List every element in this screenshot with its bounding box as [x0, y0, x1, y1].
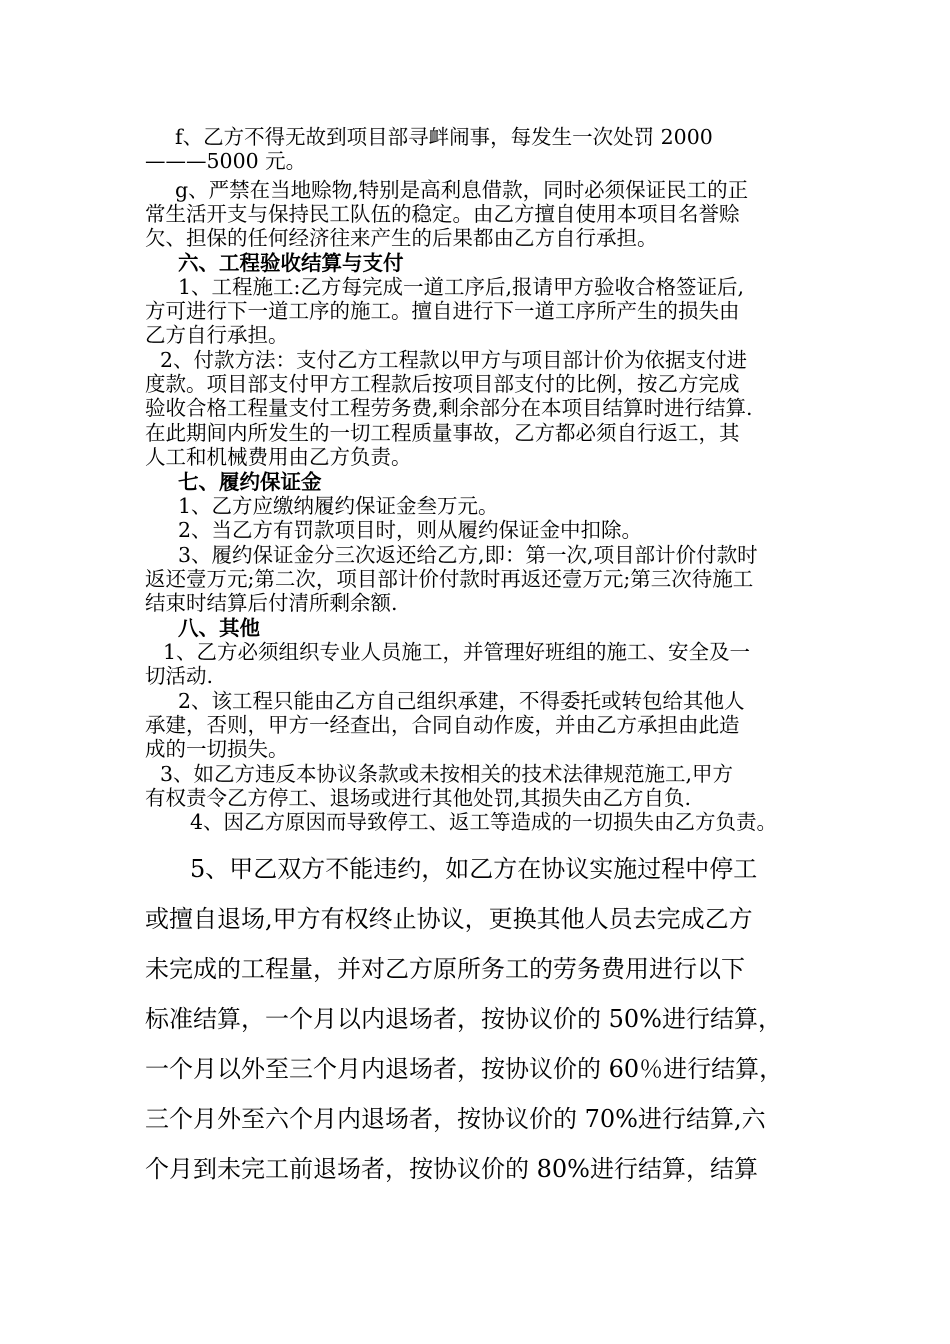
section-eight-item-3-line-1: 3、如乙方违反本协议条款或未按相关的技术法律规范施工,甲方 [160, 762, 734, 786]
section-six-item-2-line-1: 2、付款方法：支付乙方工程款以甲方与项目部计价为依据支付进 [160, 348, 748, 372]
section-eight-item-5-line-7: 个月到未完工前退场者，按协议价的 80%进行结算，结算 [145, 1155, 758, 1183]
section-eight-item-1-line-2: 切活动. [145, 664, 214, 688]
clause-f-line-2: ———5000 元。 [145, 149, 307, 173]
section-eight-item-2-line-3: 成的一切损失。 [145, 737, 289, 761]
section-eight-item-5-line-3: 未完成的工程量，并对乙方原所务工的劳务费用进行以下 [145, 955, 745, 983]
section-eight-item-3-line-2: 有权责令乙方停工、退场或进行其他处罚,其损失由乙方自负. [145, 786, 692, 810]
section-seven-item-1: 1、乙方应缴纳履约保证金叁万元。 [178, 494, 499, 518]
section-eight-item-2-line-2: 承建，否则，甲方一经查出，合同自动作废，并由乙方承担由此造 [145, 713, 740, 737]
section-eight-item-5-line-5: 一个月以外至三个月内退场者，按协议价的 60％进行结算， [145, 1055, 784, 1083]
section-seven-item-3-line-1: 3、履约保证金分三次返还给乙方,即：第一次,项目部计价付款时 [178, 543, 758, 567]
section-eight-item-5-line-4: 标准结算，一个月以内退场者，按协议价的 50%进行结算， [145, 1005, 782, 1033]
section-seven-item-2: 2、当乙方有罚款项目时，则从履约保证金中扣除。 [178, 518, 643, 542]
clause-g-line-1: g、严禁在当地赊物,特别是高利息借款，同时必须保证民工的正 [175, 178, 749, 202]
section-eight-item-5-line-2: 或擅自退场,甲方有权终止协议，更换其他人员去完成乙方 [145, 905, 753, 933]
section-eight-item-4: 4、因乙方原因而导致停工、返工等造成的一切损失由乙方负责。 [190, 810, 778, 834]
section-eight-item-5-line-6: 三个月外至六个月内退场者，按协议价的 70%进行结算,六 [145, 1105, 766, 1133]
section-eight-item-1-line-1: 1、乙方必须组织专业人员施工，并管理好班组的施工、安全及一 [163, 640, 751, 664]
section-seven-item-3-line-3: 结束时结算后付清所剩余额. [145, 591, 398, 615]
clause-g-line-2: 常生活开支与保持民工队伍的稳定。由乙方擅自使用本项目名誉赊 [145, 202, 740, 226]
section-six-item-1-line-1: 1、工程施工:乙方每完成一道工序后,报请甲方验收合格签证后, [178, 275, 744, 299]
section-six-item-2-line-2: 度款。项目部支付甲方工程款后按项目部支付的比例，按乙方完成 [145, 372, 740, 396]
section-seven-heading: 七、履约保证金 [178, 470, 322, 494]
section-six-item-2-line-4: 在此期间内所发生的一切工程质量事故，乙方都必须自行返工，其 [145, 421, 740, 445]
section-six-item-2-line-3: 验收合格工程量支付工程劳务费,剩余部分在本项目结算时进行结算. [145, 396, 753, 420]
clause-f-line-1: f、乙方不得无故到项目部寻衅闹事，每发生一次处罚 2000 [175, 125, 713, 149]
section-eight-item-2-line-1: 2、该工程只能由乙方自己组织承建，不得委托或转包给其他人 [178, 689, 745, 713]
section-seven-item-3-line-2: 返还壹万元;第二次，项目部计价付款时再返还壹万元;第三次待施工 [145, 567, 754, 591]
section-six-item-1-line-3: 乙方自行承担。 [145, 323, 289, 347]
section-eight-item-5-line-1: 5、甲乙双方不能违约，如乙方在协议实施过程中停工 [190, 855, 758, 883]
section-six-item-2-line-5: 人工和机械费用由乙方负责。 [145, 445, 412, 469]
section-six-item-1-line-2: 方可进行下一道工序的施工。擅自进行下一道工序所产生的损失由 [145, 299, 740, 323]
section-eight-heading: 八、其他 [178, 616, 260, 640]
clause-g-line-3: 欠、担保的任何经济往来产生的后果都由乙方自行承担。 [145, 226, 658, 250]
section-six-heading: 六、工程验收结算与支付 [178, 251, 404, 275]
